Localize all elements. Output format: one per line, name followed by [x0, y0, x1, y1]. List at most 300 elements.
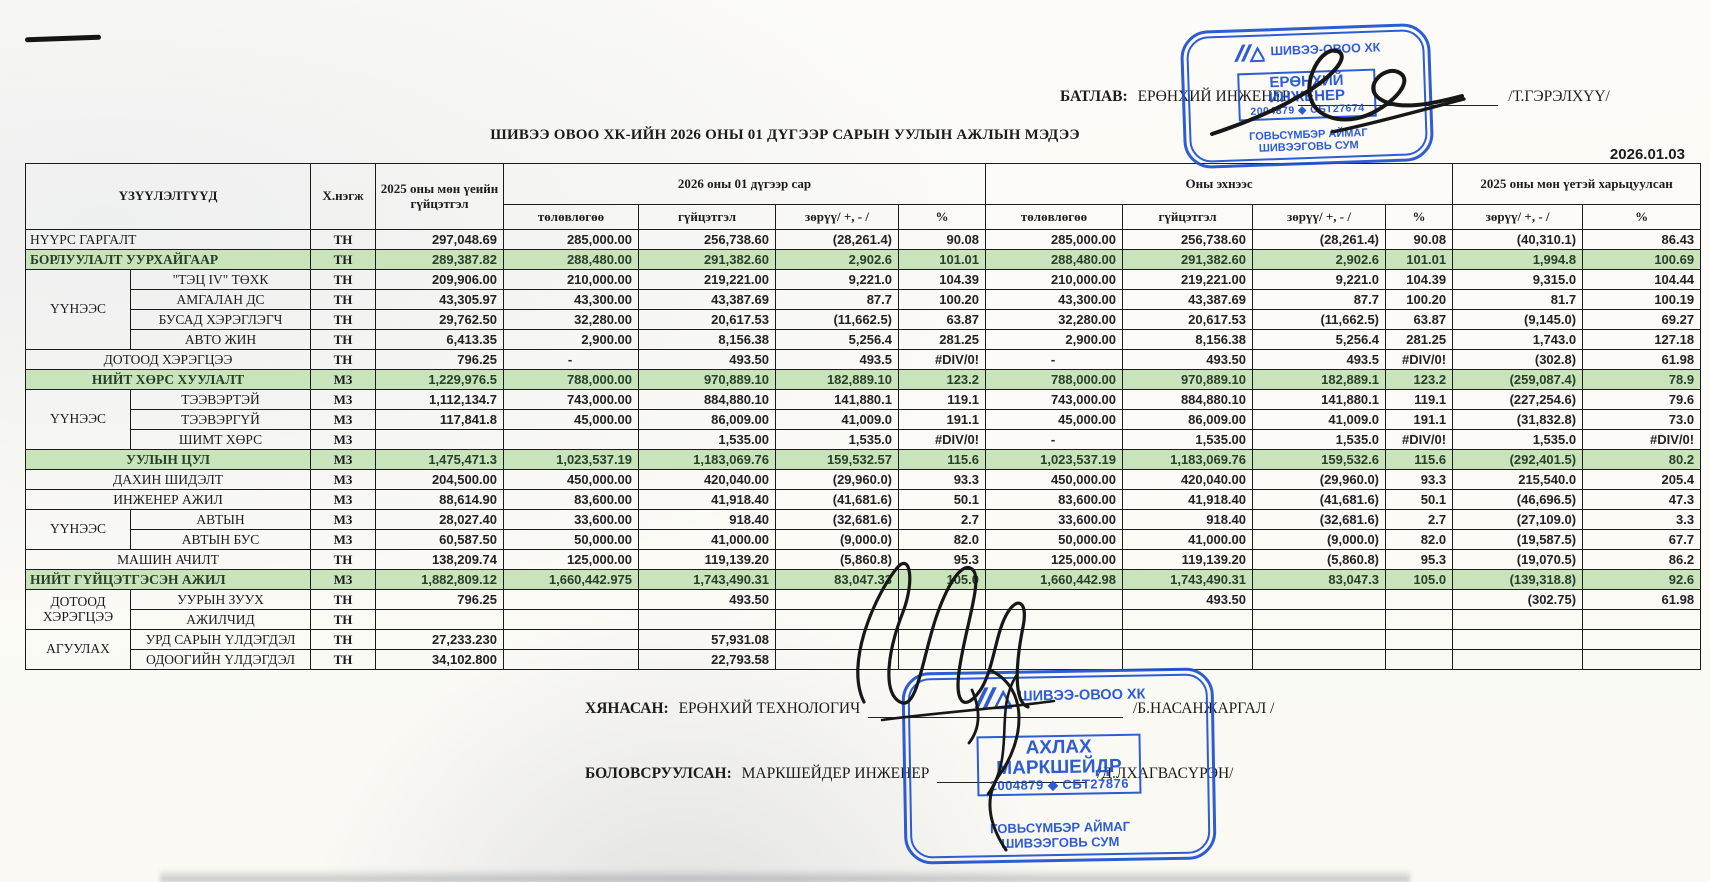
value-cell: 743,000.00 [986, 390, 1123, 410]
value-cell: #DIV/0! [899, 430, 986, 450]
value-cell: 50.1 [899, 490, 986, 510]
row-group-label: АГУУЛАХ [26, 630, 131, 670]
value-cell [1453, 610, 1583, 630]
value-cell: 119.1 [899, 390, 986, 410]
value-cell: 34,102.800 [376, 650, 504, 670]
stamp-company: ШИВЭЭ-ОВОО ХК [1270, 40, 1381, 59]
value-cell: 86.2 [1583, 550, 1701, 570]
value-cell [1253, 630, 1386, 650]
value-cell: 3.3 [1583, 510, 1701, 530]
value-cell: 88,614.90 [376, 490, 504, 510]
row-label: АВТЫН [131, 510, 311, 530]
value-cell: 1,023,537.19 [504, 450, 639, 470]
col-header-prev-year: 2025 оны мөн үеийн гүйцэтгэл [376, 164, 504, 230]
value-cell: 69.27 [1583, 310, 1701, 330]
row-label: УУЛЫН ЦУЛ [26, 450, 311, 470]
value-cell: (292,401.5) [1453, 450, 1583, 470]
value-cell: 285,000.00 [986, 230, 1123, 250]
unit-cell: М3 [311, 370, 376, 390]
row-label: БОРЛУУЛАЛТ УУРХАЙГААР [26, 250, 311, 270]
value-cell: 918.40 [1123, 510, 1253, 530]
value-cell: 1,882,809.12 [376, 570, 504, 590]
value-cell [1583, 650, 1701, 670]
value-cell [1123, 630, 1253, 650]
value-cell: 1,660,442.975 [504, 570, 639, 590]
unit-cell: ТН [311, 550, 376, 570]
value-cell: 101.01 [1386, 250, 1453, 270]
row-group-label: ҮҮНЭЭС [26, 270, 131, 350]
approve-name: /Т.ГЭРЭЛХҮҮ/ [1508, 88, 1610, 105]
value-cell: 191.1 [1386, 410, 1453, 430]
value-cell: 90.08 [899, 230, 986, 250]
value-cell: (5,860.8) [776, 550, 899, 570]
value-cell: 57,931.08 [639, 630, 776, 650]
value-cell: 87.7 [1253, 290, 1386, 310]
col-subheader: % [899, 205, 986, 230]
unit-cell: М3 [311, 410, 376, 430]
value-cell: 9,221.0 [1253, 270, 1386, 290]
value-cell: 104.39 [899, 270, 986, 290]
value-cell [1253, 650, 1386, 670]
col-subheader: % [1386, 205, 1453, 230]
prepared-name: /Д.ЛХАГВАСҮРЭН/ [1097, 765, 1234, 782]
value-cell: 297,048.69 [376, 230, 504, 250]
value-cell: 60,587.50 [376, 530, 504, 550]
value-cell: 90.08 [1386, 230, 1453, 250]
value-cell: (28,261.4) [1253, 230, 1386, 250]
unit-cell: ТН [311, 330, 376, 350]
value-cell: 41,918.40 [1123, 490, 1253, 510]
value-cell [376, 610, 504, 630]
col-header-indicator: ҮЗҮҮЛЭЛТҮҮД [26, 164, 311, 230]
value-cell: #DIV/0! [1583, 430, 1701, 450]
value-cell: 83,047.33 [776, 570, 899, 590]
value-cell: 204,500.00 [376, 470, 504, 490]
value-cell: 9,315.0 [1453, 270, 1583, 290]
table-row [26, 350, 1701, 370]
value-cell: 182,889.1 [1253, 370, 1386, 390]
value-cell: 41,009.0 [776, 410, 899, 430]
value-cell: 43,305.97 [376, 290, 504, 310]
value-cell: 86,009.00 [1123, 410, 1253, 430]
value-cell: 115.6 [1386, 450, 1453, 470]
row-group-label: ҮҮНЭЭС [26, 510, 131, 550]
value-cell: 80.2 [1583, 450, 1701, 470]
value-cell: 86,009.00 [639, 410, 776, 430]
value-cell: 788,000.00 [504, 370, 639, 390]
value-cell: 41,918.40 [639, 490, 776, 510]
value-cell: 32,280.00 [986, 310, 1123, 330]
review-role: ЕРӨНХИЙ ТЕХНОЛОГИЧ [678, 700, 861, 717]
unit-cell: М3 [311, 430, 376, 450]
value-cell: 970,889.10 [639, 370, 776, 390]
table-row [26, 470, 1701, 490]
value-cell: - [504, 350, 639, 370]
col-subheader: % [1583, 205, 1701, 230]
row-label: МАШИН АЧИЛТ [26, 550, 311, 570]
row-label: ДОТООД ХЭРЭГЦЭЭ [26, 350, 311, 370]
value-cell: 291,382.60 [1123, 250, 1253, 270]
table-row [26, 430, 1701, 450]
col-subheader: төлөвлөгөө [504, 205, 639, 230]
signature-approver [1200, 38, 1470, 163]
row-label: ДАХИН ШИДЭЛТ [26, 470, 311, 490]
value-cell: 61.98 [1583, 590, 1701, 610]
value-cell: 1,535.00 [1123, 430, 1253, 450]
stamp-sum: ШИВЭЭГОВЬ СУМ [1258, 139, 1359, 155]
value-cell: (40,310.1) [1453, 230, 1583, 250]
value-cell: 205.4 [1583, 470, 1701, 490]
row-label: УРД САРЫН ҮЛДЭГДЭЛ [131, 630, 311, 650]
table-row [26, 510, 1701, 530]
prepared-role: МАРКШЕЙДЕР ИНЖЕНЕР [741, 765, 930, 782]
value-cell: (29,960.0) [776, 470, 899, 490]
col-header-unit: Х.нэгж [311, 164, 376, 230]
unit-cell: М3 [311, 530, 376, 550]
value-cell: 289,387.82 [376, 250, 504, 270]
value-cell: 256,738.60 [1123, 230, 1253, 250]
value-cell: (302.75) [1453, 590, 1583, 610]
value-cell: 32,280.00 [504, 310, 639, 330]
unit-cell: ТН [311, 310, 376, 330]
value-cell: 93.3 [1386, 470, 1453, 490]
value-cell: 1,183,069.76 [639, 450, 776, 470]
value-cell: 41,000.00 [639, 530, 776, 550]
value-cell: 291,382.60 [639, 250, 776, 270]
value-cell: (9,000.0) [776, 530, 899, 550]
value-cell [504, 650, 639, 670]
value-cell: (28,261.4) [776, 230, 899, 250]
row-label: НҮҮРС ГАРГАЛТ [26, 230, 311, 250]
value-cell: 104.44 [1583, 270, 1701, 290]
table-row [26, 250, 1701, 270]
value-cell: 87.7 [776, 290, 899, 310]
value-cell: 105.0 [1386, 570, 1453, 590]
unit-cell: М3 [311, 490, 376, 510]
value-cell: 141,880.1 [776, 390, 899, 410]
value-cell: 123.2 [1386, 370, 1453, 390]
value-cell: 182,889.10 [776, 370, 899, 390]
value-cell: 159,532.6 [1253, 450, 1386, 470]
value-cell [1386, 630, 1453, 650]
row-label: ТЭЭВЭРГҮЙ [131, 410, 311, 430]
value-cell: 82.0 [899, 530, 986, 550]
value-cell: 119,139.20 [1123, 550, 1253, 570]
scan-shadow [160, 869, 1410, 882]
value-cell: 6,413.35 [376, 330, 504, 350]
value-cell: 105.0 [899, 570, 986, 590]
value-cell [504, 630, 639, 650]
value-cell: 45,000.00 [986, 410, 1123, 430]
unit-cell: М3 [311, 510, 376, 530]
value-cell [1386, 590, 1453, 610]
table-row [26, 410, 1701, 430]
value-cell: (5,860.8) [1253, 550, 1386, 570]
value-cell: 141,880.1 [1253, 390, 1386, 410]
table-row [26, 310, 1701, 330]
value-cell: 95.3 [1386, 550, 1453, 570]
value-cell: (9,000.0) [1253, 530, 1386, 550]
value-cell: 215,540.0 [1453, 470, 1583, 490]
value-cell: 2,902.6 [776, 250, 899, 270]
row-label: ШИМТ ХӨРС [131, 430, 311, 450]
value-cell: 1,112,134.7 [376, 390, 504, 410]
col-subheader: төлөвлөгөө [986, 205, 1123, 230]
value-cell: 117,841.8 [376, 410, 504, 430]
value-cell: 256,738.60 [639, 230, 776, 250]
unit-cell: ТН [311, 610, 376, 630]
value-cell: 123.2 [899, 370, 986, 390]
value-cell: 493.50 [1123, 350, 1253, 370]
value-cell [1453, 630, 1583, 650]
value-cell: 101.01 [899, 250, 986, 270]
pen-mark [25, 35, 101, 43]
value-cell: 33,600.00 [986, 510, 1123, 530]
unit-cell: ТН [311, 270, 376, 290]
value-cell: 83,047.3 [1253, 570, 1386, 590]
value-cell: 100.69 [1583, 250, 1701, 270]
value-cell: 1,660,442.98 [986, 570, 1123, 590]
unit-cell: ТН [311, 630, 376, 650]
value-cell: 29,762.50 [376, 310, 504, 330]
value-cell: 796.25 [376, 590, 504, 610]
value-cell: 1,535.00 [639, 430, 776, 450]
row-label: АВТЫН БУС [131, 530, 311, 550]
value-cell: (41,681.6) [776, 490, 899, 510]
value-cell: (29,960.0) [1253, 470, 1386, 490]
value-cell: (41,681.6) [1253, 490, 1386, 510]
value-cell: 43,387.69 [639, 290, 776, 310]
value-cell: 20,617.53 [639, 310, 776, 330]
value-cell: 92.6 [1583, 570, 1701, 590]
value-cell: 884,880.10 [1123, 390, 1253, 410]
approve-role: ЕРӨНХИЙ ИНЖЕНЕР [1137, 88, 1291, 105]
row-label: ОДООГИЙН ҮЛДЭГДЭЛ [131, 650, 311, 670]
unit-cell: ТН [311, 590, 376, 610]
value-cell: 47.3 [1583, 490, 1701, 510]
stamp-region: ГОВЬСҮМБЭР АЙМАГ [1248, 126, 1368, 143]
value-cell: 33,600.00 [504, 510, 639, 530]
table-row [26, 230, 1701, 250]
stamp-role: ИНЖЕНЕР [1268, 87, 1346, 107]
value-cell: 884,880.10 [639, 390, 776, 410]
value-cell: 281.25 [899, 330, 986, 350]
value-cell: 50.1 [1386, 490, 1453, 510]
report-date: 2026.01.03 [1609, 146, 1685, 163]
unit-cell: ТН [311, 250, 376, 270]
value-cell: (19,587.5) [1453, 530, 1583, 550]
row-group-label: ҮҮНЭЭС [26, 390, 131, 450]
stamp-region: ГОВЬСҮМБЭР АЙМАГ [989, 819, 1131, 837]
value-cell: 1,183,069.76 [1123, 450, 1253, 470]
value-cell: (46,696.5) [1453, 490, 1583, 510]
value-cell: 78.9 [1583, 370, 1701, 390]
row-label: ИНЖЕНЕР АЖИЛ [26, 490, 311, 510]
value-cell [504, 610, 639, 630]
value-cell: 159,532.57 [776, 450, 899, 470]
value-cell: 28,027.40 [376, 510, 504, 530]
value-cell: 210,000.00 [504, 270, 639, 290]
value-cell: 67.7 [1583, 530, 1701, 550]
value-cell [1583, 610, 1701, 630]
value-cell: 82.0 [1386, 530, 1453, 550]
value-cell: 796.25 [376, 350, 504, 370]
table-row [26, 270, 1701, 290]
row-label: АЖИЛЧИД [131, 610, 311, 630]
value-cell: (9,145.0) [1453, 310, 1583, 330]
value-cell: 493.50 [639, 590, 776, 610]
col-group-ytd: Оны эхнээс [986, 164, 1453, 205]
stamp-registration: 2004879 ◆ СБТ27674 [1250, 102, 1365, 119]
value-cell [1453, 650, 1583, 670]
table-row [26, 290, 1701, 310]
value-cell: 79.6 [1583, 390, 1701, 410]
value-cell: 115.6 [899, 450, 986, 470]
value-cell: 450,000.00 [504, 470, 639, 490]
value-cell: (302.8) [1453, 350, 1583, 370]
value-cell: 43,387.69 [1123, 290, 1253, 310]
value-cell: 209,906.00 [376, 270, 504, 290]
value-cell: 50,000.00 [986, 530, 1123, 550]
value-cell: 81.7 [1453, 290, 1583, 310]
value-cell: - [986, 430, 1123, 450]
row-group-label: ДОТООД ХЭРЭГЦЭЭ [26, 590, 131, 630]
value-cell: 191.1 [899, 410, 986, 430]
value-cell: 1,023,537.19 [986, 450, 1123, 470]
prepared-label: БОЛОВСРУУЛСАН: [585, 765, 732, 782]
value-cell: 2,900.00 [504, 330, 639, 350]
col-group-compare: 2025 оны мөн үетэй харьцуулсан [1453, 164, 1701, 205]
value-cell: 1,743,490.31 [639, 570, 776, 590]
value-cell [504, 590, 639, 610]
value-cell: 50,000.00 [504, 530, 639, 550]
signature-preparer [920, 662, 1080, 857]
value-cell: 1,535.0 [776, 430, 899, 450]
value-cell: (11,662.5) [776, 310, 899, 330]
value-cell: 100.20 [1386, 290, 1453, 310]
row-label: НИЙТ ХӨРС ХУУЛАЛТ [26, 370, 311, 390]
value-cell: 970,889.10 [1123, 370, 1253, 390]
value-cell: (27,109.0) [1453, 510, 1583, 530]
value-cell: (259,087.4) [1453, 370, 1583, 390]
value-cell: (32,681.6) [776, 510, 899, 530]
stamp-role: АХЛАХ [1025, 736, 1092, 760]
value-cell: 95.3 [899, 550, 986, 570]
value-cell: 1,743.0 [1453, 330, 1583, 350]
row-label: ТЭЭВЭРТЭЙ [131, 390, 311, 410]
row-label: УУРЫН ЗУУХ [131, 590, 311, 610]
value-cell: #DIV/0! [1386, 430, 1453, 450]
unit-cell: ТН [311, 650, 376, 670]
table-row [26, 450, 1701, 470]
value-cell: 1,229,976.5 [376, 370, 504, 390]
value-cell: (32,681.6) [1253, 510, 1386, 530]
value-cell: 125,000.00 [504, 550, 639, 570]
value-cell: 1,743,490.31 [1123, 570, 1253, 590]
value-cell: 493.5 [776, 350, 899, 370]
value-cell: 288,480.00 [986, 250, 1123, 270]
row-label: БУСАД ХЭРЭГЛЭГЧ [131, 310, 311, 330]
value-cell: 918.40 [639, 510, 776, 530]
value-cell: 41,000.00 [1123, 530, 1253, 550]
col-subheader: гүйцэтгэл [639, 205, 776, 230]
col-group-month: 2026 оны 01 дүгээр сар [504, 164, 986, 205]
value-cell: 1,994.8 [1453, 250, 1583, 270]
value-cell: 83,600.00 [986, 490, 1123, 510]
value-cell: #DIV/0! [899, 350, 986, 370]
value-cell: 788,000.00 [986, 370, 1123, 390]
value-cell: 86.43 [1583, 230, 1701, 250]
unit-cell: М3 [311, 570, 376, 590]
value-cell: (227,254.6) [1453, 390, 1583, 410]
value-cell: - [986, 350, 1123, 370]
value-cell: 420,040.00 [1123, 470, 1253, 490]
value-cell: 27,233.230 [376, 630, 504, 650]
value-cell: 93.3 [899, 470, 986, 490]
stamp-role: ЕРӨНХИЙ [1269, 71, 1344, 91]
approve-label: БАТЛАВ: [1060, 88, 1128, 105]
value-cell: 5,256.4 [776, 330, 899, 350]
value-cell: 493.50 [1123, 590, 1253, 610]
row-label: НИЙТ ГҮЙЦЭТГЭСЭН АЖИЛ [26, 570, 311, 590]
value-cell: (19,070.5) [1453, 550, 1583, 570]
value-cell: 20,617.53 [1123, 310, 1253, 330]
value-cell: 210,000.00 [986, 270, 1123, 290]
value-cell: 219,221.00 [639, 270, 776, 290]
value-cell: 43,300.00 [504, 290, 639, 310]
value-cell: 493.5 [1253, 350, 1386, 370]
value-cell: 288,480.00 [504, 250, 639, 270]
unit-cell: ТН [311, 290, 376, 310]
value-cell: 45,000.00 [504, 410, 639, 430]
stamp-company: ШИВЭЭ-ОВОО ХК [1017, 685, 1146, 705]
value-cell: 43,300.00 [986, 290, 1123, 310]
table-row [26, 490, 1701, 510]
value-cell: 9,221.0 [776, 270, 899, 290]
value-cell: 450,000.00 [986, 470, 1123, 490]
value-cell: 420,040.00 [639, 470, 776, 490]
col-subheader: зөрүү/ +, - / [1453, 205, 1583, 230]
value-cell: 2,902.6 [1253, 250, 1386, 270]
col-subheader: зөрүү/ +, - / [776, 205, 899, 230]
value-cell: 1,535.0 [1253, 430, 1386, 450]
value-cell: (11,662.5) [1253, 310, 1386, 330]
page-title: ШИВЭЭ ОВОО ХК-ИЙН 2026 ОНЫ 01 ДҮГЭЭР САРЫН УУЛЫН АЖЛЫН МЭДЭЭ [490, 127, 1080, 143]
value-cell: 63.87 [1386, 310, 1453, 330]
value-cell [1123, 650, 1253, 670]
value-cell: 493.50 [639, 350, 776, 370]
value-cell: 125,000.00 [986, 550, 1123, 570]
value-cell: 100.20 [899, 290, 986, 310]
value-cell: (139,318.8) [1453, 570, 1583, 590]
value-cell: 41,009.0 [1253, 410, 1386, 430]
col-subheader: гүйцэтгэл [1123, 205, 1253, 230]
value-cell: 2.7 [1386, 510, 1453, 530]
stamp-sum: ШИВЭЭГОВЬ СУМ [1001, 833, 1120, 851]
value-cell: 219,221.00 [1123, 270, 1253, 290]
value-cell: 83,600.00 [504, 490, 639, 510]
unit-cell: М3 [311, 450, 376, 470]
value-cell: 8,156.38 [1123, 330, 1253, 350]
unit-cell: ТН [311, 350, 376, 370]
col-subheader: зөрүү/ +, - / [1253, 205, 1386, 230]
value-cell: 119.1 [1386, 390, 1453, 410]
value-cell: 5,256.4 [1253, 330, 1386, 350]
row-label: "ТЭЦ IV" ТӨХК [131, 270, 311, 290]
unit-cell: М3 [311, 390, 376, 410]
value-cell [1386, 650, 1453, 670]
value-cell: 1,475,471.3 [376, 450, 504, 470]
